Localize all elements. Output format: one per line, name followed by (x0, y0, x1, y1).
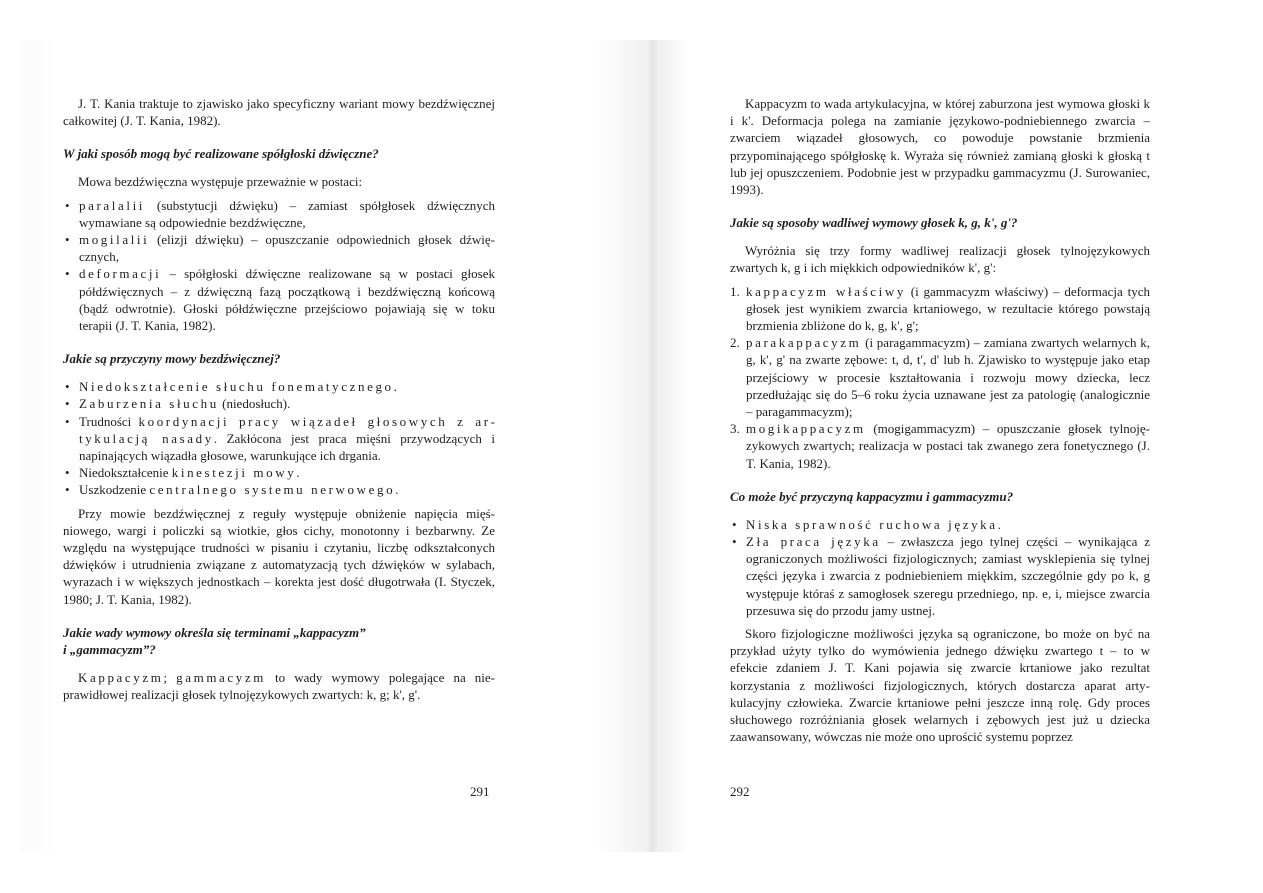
list-item: 2. parakappacyzm (i paragammacyzm) – zamiana zwartych welarnych k, g, k', g' na zwarte zębowe: t, d, t', d' lub h. Zjawisko to występuje jako etap przejściowy w procesie kształtowania i rozwoju mowy dziecka, lecz przedłużając się do 5–6 roku życia uznawane jest za patologię (analogicznie – paragammacyzm); (730, 335, 1150, 420)
left-page (20, 40, 645, 852)
list-item: 3. mogikappacyzm (mogigammacyzm) – opuszczanie głosek tylnojęzykowych zwartych; realizacja w postaci tak zwanego zera fonetycznego (J. T. Kania, 1982). (730, 421, 1150, 471)
list-item: • Zaburzenia słuchu (niedosłuch). (63, 395, 495, 412)
heading-causes-kappacism: Co może być przyczyną kappacyzmu i gammacyzmu? (730, 488, 1014, 504)
right-text-column (730, 95, 1150, 746)
list-item: • Niska sprawność ruchowa języka. (730, 516, 1150, 533)
list-item: • Uszkodzenie centralnego systemu nerwowego. (63, 481, 495, 498)
list-item: • paralalii (substytucji dźwięku) – zamiast spółgłosek dźwięcznych wymawiane są odpowiednie bezdźwięczne, (63, 197, 495, 231)
page-number-left: 291 (470, 784, 490, 799)
heading-faulty-pronunciation: Jakie są sposoby wadliwej wymowy głosek k, g, k', g'? (730, 215, 1018, 231)
heading-causes-voiceless: Jakie są przyczyny mowy bezdźwięcznej? (63, 351, 281, 367)
page-number-right: 292 (730, 784, 750, 799)
voiceless-forms-list (63, 197, 495, 335)
list-item: • deformacji – spółgłoski dźwięczne realizowane są w postaci głosek półdźwięcznych – z dźwięczną fazą początkową i bezdźwięczną końcową (bądź odwrotnie). Głoski półdźwięczne przejściowo pojawiają się w toku terapii (J. T. Kania, 1982). (63, 265, 495, 334)
voiceless-lead: Mowa bezdźwięczna występuje przeważnie w postaci: (78, 174, 363, 190)
left-intro: J. T. Kania traktuje to zjawisko jako specyficzny wariant mowy bezdźwięcznej całkowitej (J. T. Kania, 1982). (63, 96, 495, 129)
right-page (660, 40, 1220, 852)
kappacism-causes-list (730, 516, 1150, 619)
heading-voiced-consonants: W jaki sposób mogą być realizowane spółgłoski dźwięczne? (63, 146, 379, 162)
causes-list (63, 378, 495, 498)
left-text-column (63, 95, 495, 703)
faulty-forms-list (730, 283, 1150, 472)
faulty-lead: Wyróżnia się trzy formy wadliwej realizacji głosek tylnojęzykowych zwartych k, g i ich miękkich odpowiedników k', g': (730, 243, 1150, 276)
list-item: • Trudności koordynacji pracy wiązadeł głosowych z artykulacją nasady. Zakłócona jest praca mięśni przywodzących i napinających wiązadła głosowe, warunkujące ich drgania. (63, 413, 495, 465)
list-item: • Niedokształcenie słuchu fonematycznego. (63, 378, 495, 395)
list-item: 1. kappacyzm właściwy (i gammacyzm właściwy) – deformacja tych głosek jest wynikiem zwarcia krtaniowego, w rezultacie którego powstają brzmienia zbliżone do k, g, k', g'; (730, 283, 1150, 334)
kappacism-definition: Kappacyzm; gammacyzm to wady wymowy polegające na nieprawidłowej realizacji głosek tylnojęzykowych zwartych: k, g; k', g'. (63, 669, 495, 703)
list-item: • Zła praca języka – zwłaszcza jego tylnej części – wynikająca z ograniczonych możliwości fizjologicznych; zamiast wysklepienia się tylnej części języka i zwarcia z podniebieniem miękkim, szczególnie gdy po k, g występuje któraś z samogłosek szeregu przedniego, np. e, i, miejsce zwarcia przesuwa się do przodu jamy ustnej. (730, 533, 1150, 619)
list-item: • Niedokształcenie kinestezji mowy. (63, 464, 495, 481)
book-gutter (645, 40, 660, 852)
kappacism-paragraph: Skoro fizjologiczne możliwości języka są ograniczone, bo może on być na przykład użyty tylko do wymówienia jednego dźwięku zwartego t – to w efekcie zdaniem J. T. Kani pojawia się zwarcie krtaniowe jako rezultat korzystania z możliwości fizjologicznych, których dostarcza aparat artykulacyjny człowieka. Zwarcie krtaniowe pełni jeszcze inną rolę. Gdy proces słuchowego rozróżniania głosek welarnych i zębowych jest już u dziecka zaawansowany, wówczas nie może ono uprościć systemu poprzez (730, 626, 1150, 745)
list-item: • mogilalii (elizji dźwięku) – opuszczanie odpowiednich głosek dźwięcznych, (63, 231, 495, 265)
right-intro: Kappacyzm to wada artykulacyjna, w której zaburzona jest wymowa głoski k i k'. Deformacja polega na zamianie językowo-podniebiennego zwarcia – zwarciem wiązadeł głosowych, co powoduje powstanie brzmienia przypominającego spółgłoskę k. Wyraża się również zamianą głoski k głoską t lub jej opuszczeniem. Podobnie jest w przypadku gammacyzmu (J. Surowaniec, 1993). (730, 96, 1150, 198)
voiceless-paragraph: Przy mowie bezdźwięcznej z reguły występuje obniżenie napięcia mięśniowego, wargi i policzki są wiotkie, głos cichy, monotonny i bezbarwny. Ze względu na występujące trudności w pisaniu i czytaniu, liczbę odkształconych dźwięków i utrudnienia związane z automatyzacją tych dźwięków w sylabach, wyrazach i w większych jednostkach – korekta jest dość długotrwała (I. Styczek, 1980; J. T. Kania, 1982). (63, 505, 495, 607)
heading-kappacism-terms: Jakie wady wymowy określa się terminami „kappacyzm” i „gammacyzm”? (63, 624, 366, 657)
